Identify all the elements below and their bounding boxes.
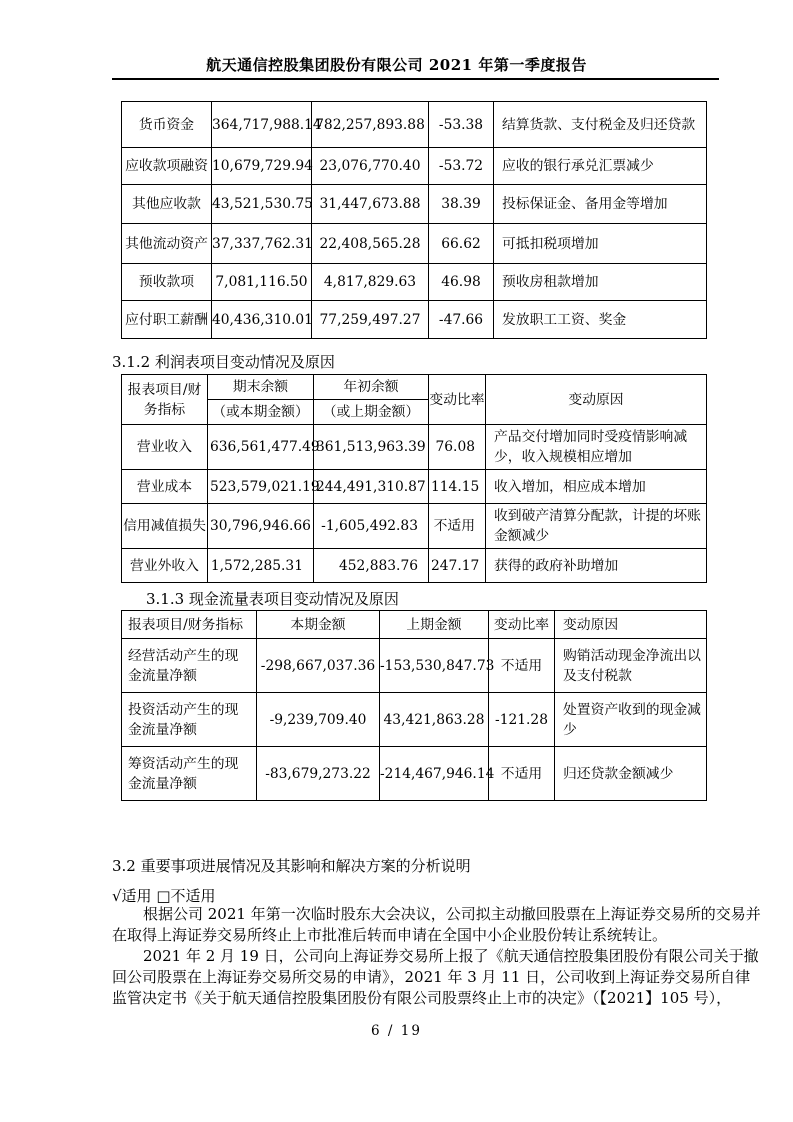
reason-cell: 收到破产清算分配款，计提的坏账金额减少 <box>486 504 707 549</box>
item-cell: 信用减值损失 <box>122 504 208 549</box>
table-row <box>122 639 707 693</box>
table-row <box>122 549 707 583</box>
table-row <box>122 470 707 504</box>
header-item: 报表项目/财务指标 <box>122 611 257 639</box>
end-amount-cell: 30,796,946.66 <box>208 504 314 549</box>
item-cell: 货币资金 <box>122 102 212 148</box>
begin-amount-cell: 22,408,565.28 <box>312 224 429 264</box>
end-amount-cell: 40,436,310.01 <box>212 301 312 339</box>
begin-amount-cell: 244,491,310.87 <box>314 470 429 504</box>
header-begin-amount-note: （或上期金额） <box>314 400 429 425</box>
item-cell: 其他流动资产 <box>122 224 212 264</box>
page-number: 6 / 19 <box>371 1023 422 1039</box>
reason-cell: 归还贷款金额减少 <box>555 747 707 801</box>
header-item: 报表项目/财务指标 <box>122 375 208 425</box>
item-cell: 投资活动产生的现金流量净额 <box>122 693 257 747</box>
item-cell: 营业外收入 <box>122 549 208 583</box>
begin-amount-cell: 361,513,963.39 <box>314 425 429 470</box>
current-amount-cell: -83,679,273.22 <box>257 747 380 801</box>
table-header-row <box>122 375 707 400</box>
current-amount-cell: -9,239,709.40 <box>257 693 380 747</box>
paragraph-line: 回公司股票在上海证券交易所交易的申请》，2021 年 3 月 11 日，公司收到上海证券交易所自律 <box>112 968 751 986</box>
table-row <box>122 185 707 224</box>
table-row <box>122 102 707 148</box>
end-amount-cell: 37,337,762.31 <box>212 224 312 264</box>
item-cell: 应收款项融资 <box>122 148 212 185</box>
header-divider <box>112 78 719 80</box>
ratio-cell: 46.98 <box>429 264 494 301</box>
paragraph-line: 监管决定书《关于航天通信控股集团股份有限公司股票终止上市的决定》（【2021】105 号）， <box>112 989 732 1007</box>
reason-cell: 预收房租款增加 <box>494 264 707 301</box>
reason-cell: 投标保证金、备用金等增加 <box>494 185 707 224</box>
end-amount-cell: 43,521,530.75 <box>212 185 312 224</box>
table-header-row <box>122 611 707 639</box>
ratio-cell: -47.66 <box>429 301 494 339</box>
applicable-checkline: √适用 □不适用 <box>112 887 216 905</box>
ratio-cell: 不适用 <box>489 639 555 693</box>
reason-cell: 购销活动现金净流出以及支付税款 <box>555 639 707 693</box>
header-end-amount: 期末余额 <box>208 375 314 400</box>
ratio-cell: -53.72 <box>429 148 494 185</box>
reason-cell: 产品交付增加同时受疫情影响减少，收入规模相应增加 <box>486 425 707 470</box>
end-amount-cell: 1,572,285.31 <box>208 549 314 583</box>
item-cell: 筹资活动产生的现金流量净额 <box>122 747 257 801</box>
ratio-cell: 76.08 <box>429 425 486 470</box>
header-current: 本期金额 <box>257 611 380 639</box>
reason-cell: 发放职工工资、奖金 <box>494 301 707 339</box>
cashflow-change-table <box>121 610 707 801</box>
item-cell: 营业收入 <box>122 425 208 470</box>
header-ratio: 变动比率 <box>489 611 555 639</box>
reason-cell: 收入增加，相应成本增加 <box>486 470 707 504</box>
prior-amount-cell: 43,421,863.28 <box>380 693 489 747</box>
begin-amount-cell: 77,259,497.27 <box>312 301 429 339</box>
begin-amount-cell: 452,883.76 <box>314 549 429 583</box>
table-row <box>122 264 707 301</box>
section-32-body <box>112 904 761 1009</box>
end-amount-cell: 7,081,116.50 <box>212 264 312 301</box>
current-amount-cell: -298,667,037.36 <box>257 639 380 693</box>
ratio-cell: -121.28 <box>489 693 555 747</box>
reason-cell: 应收的银行承兑汇票减少 <box>494 148 707 185</box>
reason-cell: 获得的政府补助增加 <box>486 549 707 583</box>
paragraph-line: 在取得上海证券交易所终止上市批准后转而申请在全国中小企业股份转让系统转让。 <box>112 926 668 944</box>
end-amount-cell: 523,579,021.19 <box>208 470 314 504</box>
item-cell: 经营活动产生的现金流量净额 <box>122 639 257 693</box>
reason-cell: 处置资产收到的现金减少 <box>555 693 707 747</box>
prior-amount-cell: -214,467,946.14 <box>380 747 489 801</box>
section-heading-312: 3.1.2 利润表项目变动情况及原因 <box>112 353 335 371</box>
ratio-cell: 247.17 <box>429 549 486 583</box>
reason-cell: 可抵扣税项增加 <box>494 224 707 264</box>
header-ratio: 变动比率 <box>429 375 486 425</box>
end-amount-cell: 364,717,988.14 <box>212 102 312 148</box>
table-row <box>122 693 707 747</box>
header-reason: 变动原因 <box>486 375 707 425</box>
begin-amount-cell: 4,817,829.63 <box>312 264 429 301</box>
reason-cell: 结算货款、支付税金及归还贷款 <box>494 102 707 148</box>
balance-change-table <box>121 101 707 339</box>
begin-amount-cell: 782,257,893.88 <box>312 102 429 148</box>
ratio-cell: 不适用 <box>489 747 555 801</box>
ratio-cell: 114.15 <box>429 470 486 504</box>
paragraph-line: 2021 年 2 月 19 日，公司向上海证券交易所上报了《航天通信控股集团股份有限公司关于撤 <box>143 947 759 965</box>
ratio-cell: 不适用 <box>429 504 486 549</box>
prior-amount-cell: -153,530,847.73 <box>380 639 489 693</box>
item-cell: 应付职工薪酬 <box>122 301 212 339</box>
begin-amount-cell: 31,447,673.88 <box>312 185 429 224</box>
table-row <box>122 425 707 470</box>
header-reason: 变动原因 <box>555 611 707 639</box>
paragraph-line: 根据公司 2021 年第一次临时股东大会决议，公司拟主动撤回股票在上海证券交易所的交易并 <box>143 905 761 923</box>
table-row <box>122 148 707 185</box>
item-cell: 其他应收款 <box>122 185 212 224</box>
begin-amount-cell: 23,076,770.40 <box>312 148 429 185</box>
begin-amount-cell: -1,605,492.83 <box>314 504 429 549</box>
ratio-cell: -53.38 <box>429 102 494 148</box>
section-heading-313: 3.1.3 现金流量表项目变动情况及原因 <box>146 590 399 608</box>
table-row <box>122 504 707 549</box>
item-cell: 预收款项 <box>122 264 212 301</box>
item-cell: 营业成本 <box>122 470 208 504</box>
income-change-table <box>121 374 707 583</box>
table-row <box>122 224 707 264</box>
table-row <box>122 747 707 801</box>
table-row <box>122 301 707 339</box>
ratio-cell: 38.39 <box>429 185 494 224</box>
header-prior: 上期金额 <box>380 611 489 639</box>
section-heading-32: 3.2 重要事项进展情况及其影响和解决方案的分析说明 <box>112 857 471 875</box>
header-begin-amount: 年初余额 <box>314 375 429 400</box>
page-title: 航天通信控股集团股份有限公司 2021 年第一季度报告 <box>206 56 587 74</box>
header-end-amount-note: （或本期金额） <box>208 400 314 425</box>
end-amount-cell: 636,561,477.49 <box>208 425 314 470</box>
end-amount-cell: 10,679,729.94 <box>212 148 312 185</box>
ratio-cell: 66.62 <box>429 224 494 264</box>
